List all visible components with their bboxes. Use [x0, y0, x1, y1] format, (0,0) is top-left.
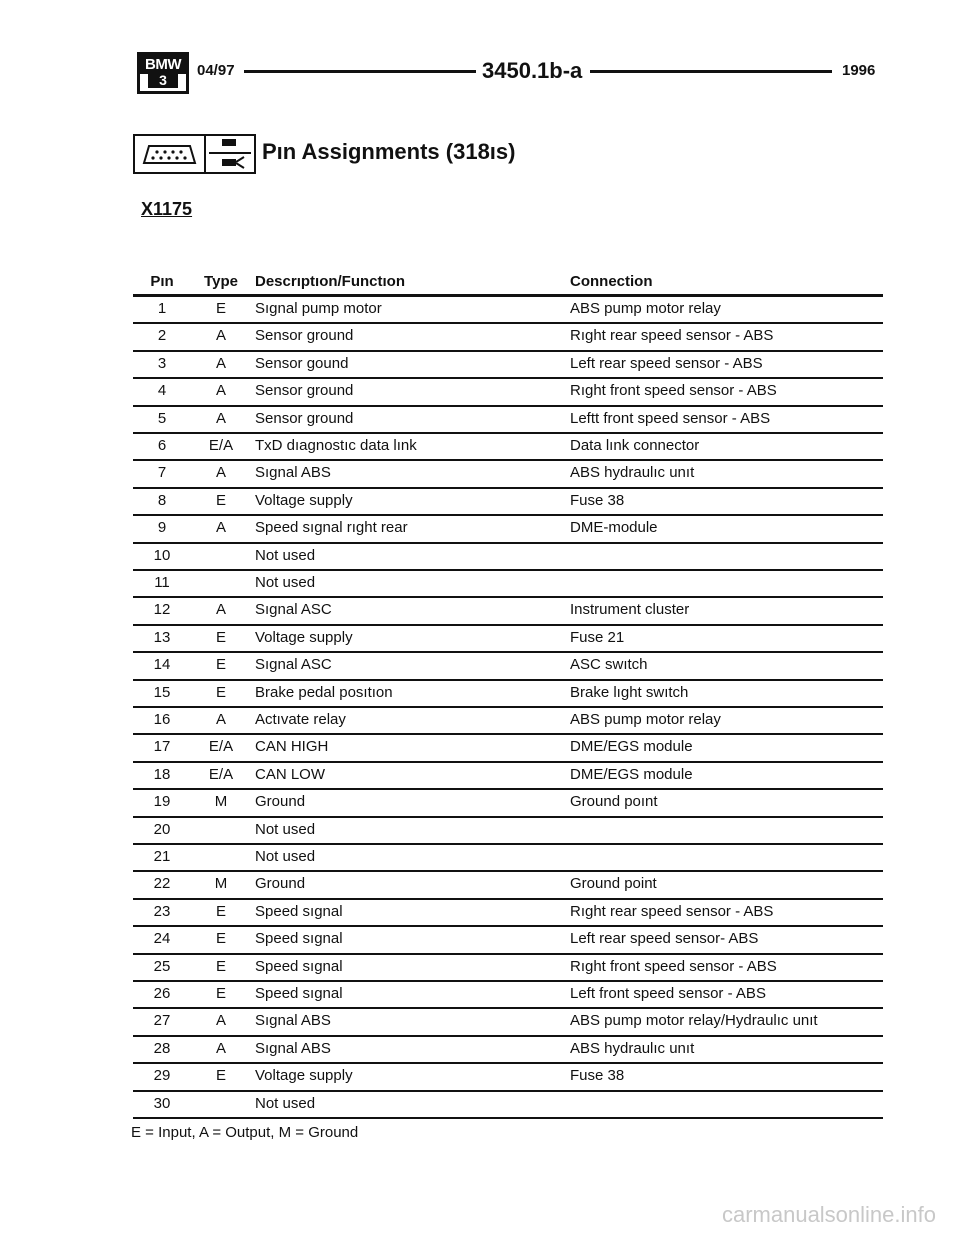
type-cell: E/A	[208, 437, 234, 454]
pin-cell: 1	[157, 300, 167, 317]
logo-top-text: BMW	[140, 55, 186, 74]
pin-cell: 24	[153, 930, 171, 948]
pin-assignment-icon	[204, 134, 256, 174]
description-cell: Speed sıgnal	[255, 902, 343, 920]
table-row	[133, 1064, 883, 1091]
type-cell: A	[215, 519, 226, 537]
connection-cell: Leftt front speed sensor - ABS	[570, 409, 771, 427]
table-row	[133, 626, 883, 653]
connection-cell: DME/EGS module	[570, 738, 693, 756]
type-cell: E	[215, 300, 226, 317]
table-row	[133, 544, 883, 571]
pin-cell: 29	[153, 1067, 171, 1085]
table-row	[133, 434, 883, 461]
connection-cell: Brake lıght swıtch	[570, 683, 689, 701]
description-cell: Sıgnal ASC	[255, 601, 332, 619]
connection-cell: ASC swıtch	[570, 656, 648, 674]
table-row	[133, 516, 883, 543]
description-cell: Sıgnal ABS	[255, 1039, 331, 1057]
connection-cell: Left front speed sensor - ABS	[570, 985, 766, 1002]
table-row	[133, 900, 883, 927]
watermark: carmanualsonline.info	[721, 1202, 936, 1227]
pin-cell: 5	[157, 409, 167, 427]
description-cell: Ground	[255, 875, 306, 893]
table-row	[133, 818, 883, 845]
document-code: 3450.1b-a	[482, 58, 583, 83]
pin-cell: 15	[153, 683, 171, 701]
description-cell: Voltage supply	[255, 1067, 353, 1085]
connection-cell: DME/EGS module	[570, 765, 693, 783]
header-rule-right	[590, 70, 832, 73]
connection-cell: ABS hydraulıc unıt	[570, 1039, 695, 1057]
pin-cell: 6	[157, 437, 167, 454]
connection-cell: Rıght front speed sensor - ABS	[570, 382, 777, 400]
pin-cell: 7	[157, 464, 167, 482]
type-cell: E	[215, 930, 226, 948]
description-cell: Ground	[255, 793, 306, 811]
pin-cell: 12	[153, 601, 171, 619]
description-cell: Speed sıgnal	[255, 985, 343, 1002]
type-cell: E/A	[208, 738, 234, 756]
pin-cell: 4	[157, 382, 167, 400]
description-cell: Speed sıgnal rıght rear	[255, 519, 408, 537]
header-date: 04/97	[197, 62, 235, 79]
pin-cell: 9	[157, 519, 167, 537]
type-cell: M	[214, 793, 228, 811]
description-cell: Not used	[255, 820, 316, 838]
logo-bottom-text: 3	[148, 73, 178, 88]
type-cell: A	[215, 601, 226, 619]
pin-cell: 11	[154, 574, 170, 591]
description-cell: Sıgnal ABS	[255, 464, 331, 482]
type-cell: A	[215, 1039, 226, 1057]
description-cell: Speed sıgnal	[255, 930, 343, 948]
type-cell: E	[215, 491, 226, 509]
description-cell: Voltage supply	[255, 628, 353, 646]
table-row	[133, 708, 883, 735]
pin-cell: 26	[153, 985, 171, 1002]
connection-cell: Left rear speed sensor - ABS	[570, 354, 763, 372]
description-cell: Not used	[255, 1094, 316, 1112]
connection-cell: Rıght rear speed sensor - ABS	[570, 327, 774, 345]
type-cell: A	[215, 327, 226, 345]
type-cell: E	[215, 656, 226, 674]
description-cell: Sensor ground	[255, 382, 354, 400]
pin-cell: 2	[157, 327, 167, 345]
type-cell: E	[215, 957, 226, 975]
connection-cell: Ground poınt	[570, 793, 658, 811]
header-rule-left	[244, 70, 476, 73]
description-cell: Not used	[255, 574, 316, 591]
description-cell: Sıgnal pump motor	[255, 300, 382, 317]
pin-cell: 23	[153, 902, 171, 920]
header-year: 1996	[842, 62, 876, 79]
description-cell: CAN HIGH	[255, 738, 329, 756]
table-row	[133, 927, 883, 954]
description-cell: CAN LOW	[255, 765, 326, 783]
pin-cell: 3	[157, 354, 167, 372]
table-row	[133, 1092, 883, 1119]
description-cell: Sensor ground	[255, 327, 354, 345]
table-row	[133, 872, 883, 899]
table-row	[133, 461, 883, 488]
pin-cell: 13	[153, 628, 171, 646]
connection-cell: ABS pump motor relay	[570, 711, 721, 728]
connection-cell: ABS pump motor relay/Hydraulıc unıt	[570, 1012, 818, 1030]
pin-cell: 18	[153, 765, 171, 783]
table-row	[133, 297, 883, 324]
connection-cell: Fuse 38	[570, 1067, 625, 1085]
description-cell: Speed sıgnal	[255, 957, 343, 975]
table-row	[133, 571, 883, 598]
table-row	[133, 955, 883, 982]
pin-cell: 25	[153, 957, 171, 975]
page-title: Pın Assignments (318ıs)	[262, 139, 516, 164]
type-cell: E	[215, 683, 226, 701]
description-cell: Sıgnal ASC	[255, 656, 332, 674]
description-cell: Brake pedal posıtıon	[255, 683, 393, 701]
description-cell: Sensor ground	[255, 409, 354, 427]
table-row	[133, 763, 883, 790]
type-cell: A	[215, 711, 226, 728]
type-cell: A	[215, 354, 226, 372]
description-cell: Not used	[255, 546, 316, 564]
table-row	[133, 681, 883, 708]
description-cell: Actıvate relay	[255, 711, 346, 728]
table-row	[133, 845, 883, 872]
connection-cell: Left rear speed sensor- ABS	[570, 930, 759, 948]
col-header-type: Type	[204, 273, 238, 290]
connection-cell: Instrument cluster	[570, 601, 690, 619]
type-cell: E	[215, 628, 226, 646]
pin-cell: 20	[153, 820, 171, 838]
type-cell: E	[215, 1067, 226, 1085]
connection-cell: ABS pump motor relay	[570, 300, 721, 317]
description-cell: Voltage supply	[255, 491, 353, 509]
col-header-description: Descrıptıon/Functıon	[255, 273, 405, 290]
col-header-connection: Connection	[570, 273, 653, 290]
description-cell: TxD dıagnostıc data lınk	[255, 437, 417, 454]
table-row	[133, 324, 883, 351]
type-cell: A	[215, 382, 226, 400]
pin-cell: 8	[157, 491, 167, 509]
pin-cell: 30	[153, 1094, 171, 1112]
connector-id: X1175	[141, 199, 193, 219]
type-cell: M	[214, 875, 228, 893]
table-row	[133, 790, 883, 817]
table-row	[133, 735, 883, 762]
pin-cell: 19	[153, 793, 171, 811]
col-header-pin: Pın	[150, 273, 174, 290]
table-row	[133, 352, 883, 379]
type-cell: E	[215, 902, 226, 920]
type-cell: A	[215, 464, 226, 482]
pin-cell: 22	[153, 875, 171, 893]
connection-cell: Fuse 21	[570, 628, 625, 646]
connection-cell: Ground point	[570, 875, 657, 893]
pin-cell: 28	[153, 1039, 171, 1057]
description-cell: Sensor gound	[255, 354, 349, 372]
table-row	[133, 598, 883, 625]
type-cell: E/A	[208, 765, 234, 783]
pin-cell: 14	[153, 656, 171, 674]
bmw-3-series-logo	[137, 52, 189, 94]
pin-cell: 21	[153, 848, 171, 865]
pin-cell: 17	[153, 738, 171, 756]
pin-cell: 10	[153, 546, 171, 564]
connection-cell: DME-module	[570, 519, 658, 537]
table-row	[133, 1037, 883, 1064]
table-row	[133, 407, 883, 434]
type-cell: A	[215, 1012, 226, 1030]
table-row	[133, 489, 883, 516]
type-cell: E	[215, 985, 226, 1002]
table-row	[133, 1009, 883, 1036]
connection-cell: Data lınk connector	[570, 437, 700, 454]
description-cell: Sıgnal ABS	[255, 1012, 331, 1030]
connector-icon	[133, 134, 206, 174]
type-cell: A	[215, 409, 226, 427]
connection-cell: Rıght rear speed sensor - ABS	[570, 902, 774, 920]
legend: E = Input, A = Output, M = Ground	[131, 1124, 359, 1141]
connection-cell: Rıght front speed sensor - ABS	[570, 957, 777, 975]
connection-cell: ABS hydraulıc unıt	[570, 464, 695, 482]
row-rule	[133, 1117, 883, 1119]
connection-cell: Fuse 38	[570, 491, 625, 509]
table-row	[133, 379, 883, 406]
pin-cell: 27	[153, 1012, 171, 1030]
pin-cell: 16	[153, 711, 171, 728]
description-cell: Not used	[255, 848, 316, 865]
table-row	[133, 653, 883, 680]
table-row	[133, 982, 883, 1009]
